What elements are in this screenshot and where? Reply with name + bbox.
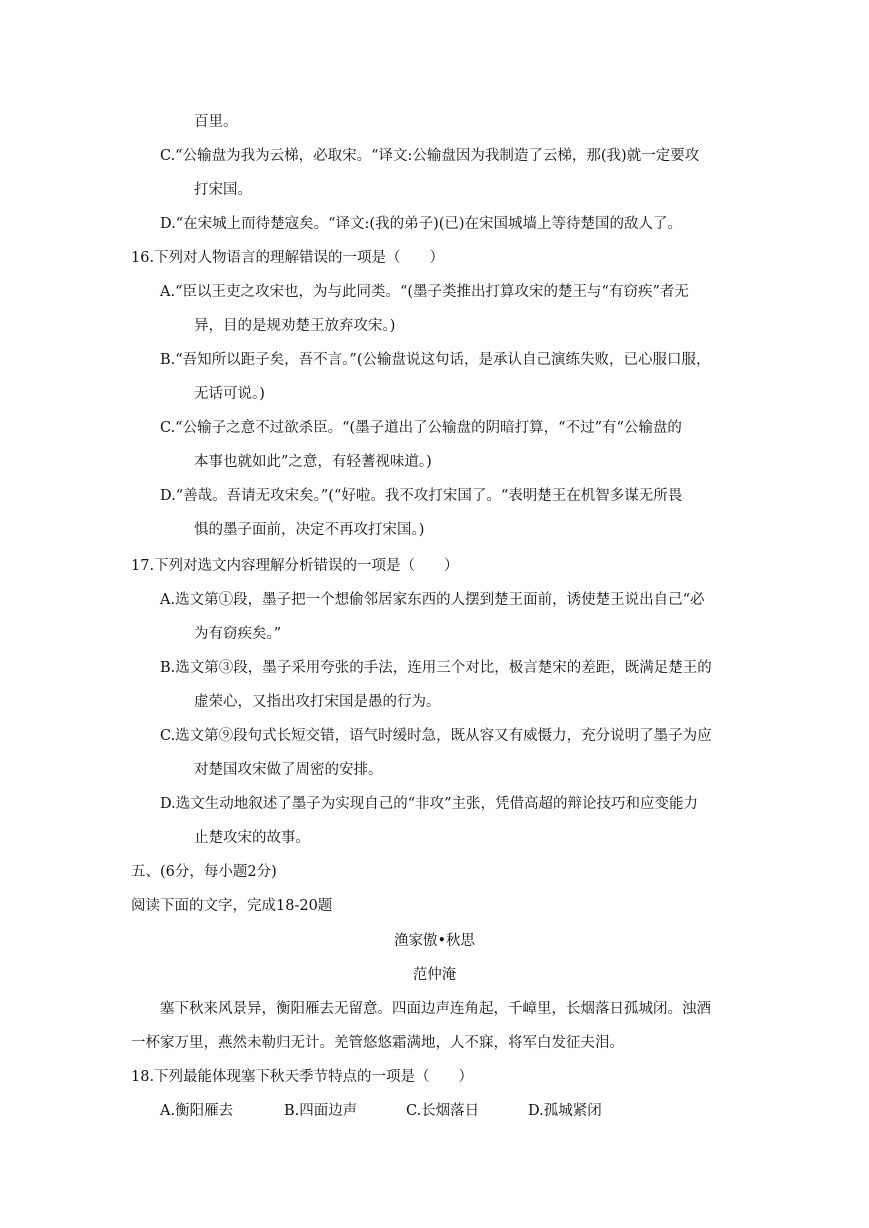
q17-option-b-line2: 虚荣心，又指出攻打宋国是愚的行为。: [194, 694, 441, 710]
q18-stem: 18.下列最能体现塞下秋天季节特点的一项是（ ）: [131, 1069, 474, 1085]
q17-option-d-line2: 止楚攻宋的故事。: [194, 830, 310, 846]
q16-option-d-line1: D.“善哉。吾请无攻宋矣。”(“好啦。我不攻打宋国了。“表明楚王在机智多谋无所畏: [160, 488, 683, 504]
q17-option-a-line1: A.选文第①段，墨子把一个想偷邻居家东西的人摆到楚王面前，诱使楚王说出自己“必: [160, 592, 705, 608]
poem-title: 渔家傲•秋思: [393, 933, 476, 949]
q16-option-c-line1: C.“公输子之意不过欲杀臣。“(墨子道出了公输盘的阴暗打算，“不过”有“公输盘的: [160, 420, 682, 436]
q15-option-c-line2: 打宋国。: [194, 182, 252, 198]
q15-b-continuation: 百里。: [194, 114, 238, 130]
section5-instruction: 阅读下面的文字，完成18-20题: [131, 898, 333, 914]
q16-stem: 16.下列对人物语言的理解错误的一项是（ ）: [131, 250, 445, 266]
q18-option-d: D.孤城紧闭: [528, 1103, 602, 1119]
q16-option-c-line2: 本事也就如此”之意，有轻蓍视味道。): [194, 454, 432, 470]
q16-option-b-line1: B.“吾知所以距子矣，吾不言。”(公输盘说这句话，是承认自己演练失败，已心服口服，: [160, 352, 711, 368]
q17-option-a-line2: 为有窃疾矣。”: [194, 626, 282, 642]
q18-option-a: A.衡阳雁去: [160, 1103, 234, 1119]
poem-author: 范仲淹: [412, 967, 457, 983]
q17-option-d-line1: D.选文生动地叙述了墨子为实现自己的“非攻”主张，凭借高超的辩论技巧和应变能力: [160, 796, 699, 812]
q16-option-a-line1: A.“臣以王吏之攻宋也，为与此同类。“(墨子类推出打算攻宋的楚王与“有窃疾”者无: [160, 284, 689, 300]
q15-option-d-line1: D.“在宋城上而待楚寇矣。“译文:(我的弟子)(已)在宋国城墙上等待楚国的敌人了。: [160, 216, 683, 232]
q18-option-c: C.长烟落日: [406, 1103, 480, 1119]
q17-option-b-line1: B.选文第③段，墨子采用夸张的手法，连用三个对比，极言楚宋的差距，既满足楚王的: [160, 660, 712, 676]
q16-option-b-line2: 无话可说。): [194, 386, 265, 402]
q17-option-c-line1: C.选文第⑨段句式长短交错，语气时缓时急，既从容又有威慑力，充分说明了墨子为应: [160, 728, 712, 744]
poem-text-line1: 塞下秋来风景异，衡阳雁去无留意。四面边声连角起，千嶂里，长烟落日孤城闭。浊酒: [160, 1001, 711, 1017]
poem-text-line2: 一杯家万里，燕然未勒归无计。羌管悠悠霜满地，人不寐，将军白发征夫泪。: [131, 1035, 624, 1051]
q17-option-c-line2: 对楚国攻宋做了周密的安排。: [194, 762, 383, 778]
q16-option-d-line2: 惧的墨子面前，决定不再攻打宋国。): [194, 522, 425, 538]
q18-option-b: B.四面边声: [284, 1103, 358, 1119]
q16-option-a-line2: 异，目的是规劝楚王放弃攻宋。): [194, 318, 396, 334]
q15-option-c-line1: C.“公输盘为我为云梯，必取宋。“译文:公输盘因为我制造了云梯，那(我)就一定要攻: [160, 148, 700, 164]
q17-stem: 17.下列对选文内容理解分析错误的一项是（ ）: [131, 558, 459, 574]
section5-heading: 五、(6分，每小题2分): [131, 864, 277, 880]
